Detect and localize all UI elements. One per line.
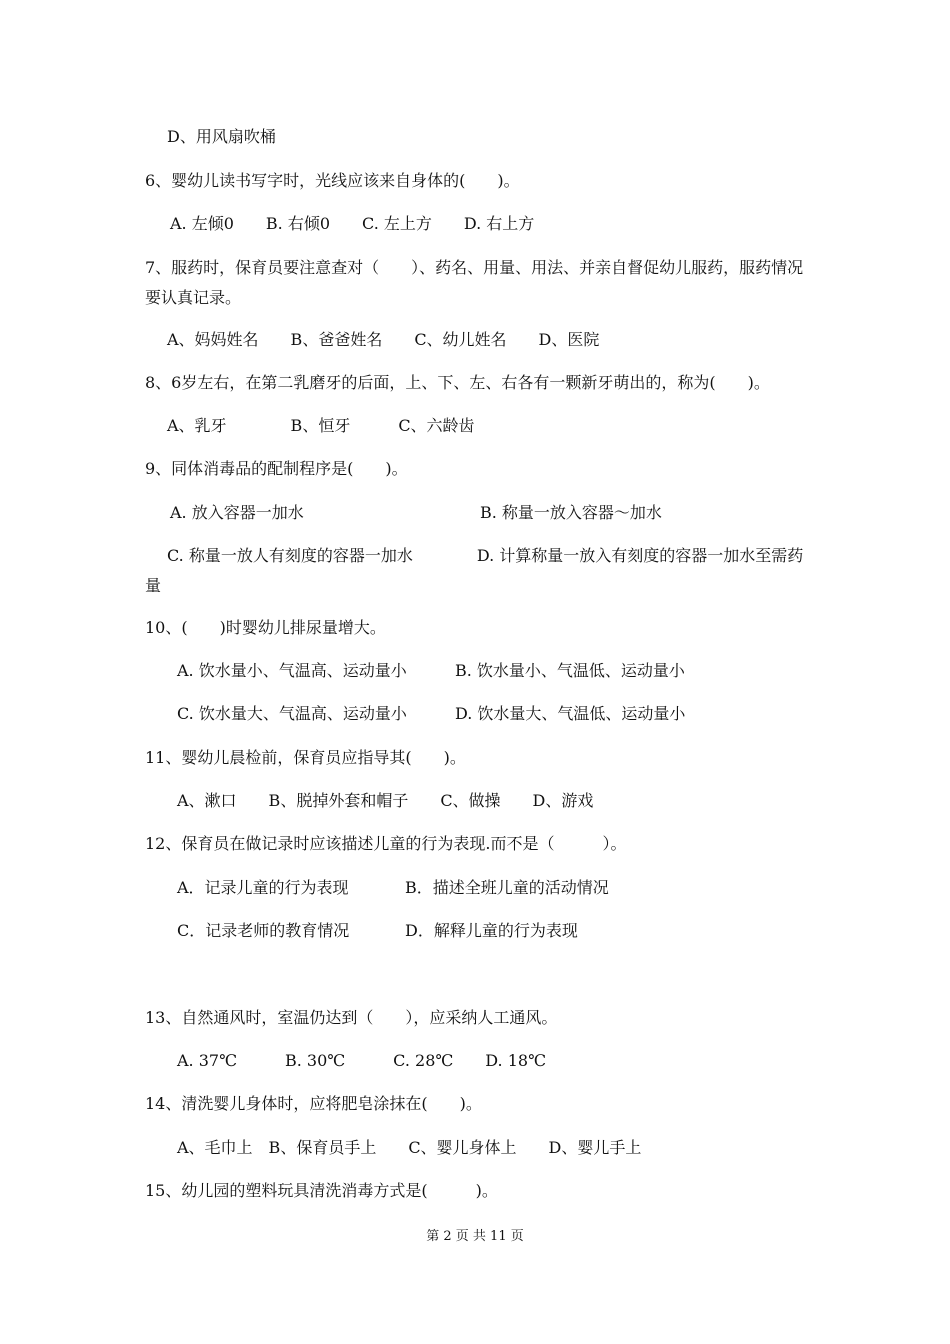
question-10-option-c: C. 饮水量大、气温高、运动量小 bbox=[177, 704, 407, 723]
question-9: 9、同体消毒品的配制程序是( )。 bbox=[145, 459, 408, 478]
q5-option-d: D、用风扇吹桶 bbox=[167, 127, 276, 146]
question-10: 10、( )时婴幼儿排尿量增大。 bbox=[145, 618, 386, 637]
question-10-option-b: B. 饮水量小、气温低、运动量小 bbox=[455, 661, 685, 680]
question-14-options: A、毛巾上 B、保育员手上 C、婴儿身体上 D、婴儿手上 bbox=[177, 1138, 642, 1157]
page-footer: 第 2 页 共 11 页 bbox=[426, 1229, 524, 1244]
question-10-option-a: A. 饮水量小、气温高、运动量小 bbox=[177, 661, 407, 680]
question-12-option-c: C．记录老师的教育情况 bbox=[177, 921, 350, 940]
question-15: 15、幼儿园的塑料玩具清洗消毒方式是( )。 bbox=[145, 1181, 498, 1200]
question-11: 11、婴幼儿晨检前，保育员应指导其( )。 bbox=[145, 748, 466, 767]
question-9-option-b: B. 称量一放入容器～加水 bbox=[480, 503, 662, 522]
question-12-option-d: D．解释儿童的行为表现 bbox=[405, 921, 578, 940]
question-9-option-a: A. 放入容器一加水 bbox=[170, 503, 304, 522]
question-7-options: A、妈妈姓名 B、爸爸姓名 C、幼儿姓名 D、医院 bbox=[167, 330, 600, 349]
question-9-options-cd: C. 称量一放人有刻度的容器一加水 D. 计算称量一放入有刻度的容器一加水至需药量 bbox=[145, 546, 804, 595]
question-8: 8、6岁左右，在第二乳磨牙的后面，上、下、左、右各有一颗新牙萌出的，称为( )。 bbox=[145, 373, 770, 392]
question-12-option-a: A．记录儿童的行为表现 bbox=[177, 878, 349, 897]
question-7: 7、服药时，保育员要注意查对（ ）、药名、用量、用法、并亲自督促幼儿服药，服药情况要认真记录。 bbox=[145, 258, 804, 307]
question-13-options: A. 37℃ B. 30℃ C. 28℃ D. 18℃ bbox=[177, 1051, 546, 1070]
question-6-options: A. 左倾0 B. 右倾0 C. 左上方 D. 右上方 bbox=[170, 214, 535, 233]
question-11-options: A、漱口 B、脱掉外套和帽子 C、做操 D、游戏 bbox=[177, 791, 594, 810]
question-14: 14、清洗婴儿身体时，应将肥皂涂抹在( )。 bbox=[145, 1094, 482, 1113]
question-12-option-b: B．描述全班儿童的活动情况 bbox=[405, 878, 609, 897]
question-10-option-d: D. 饮水量大、气温低、运动量小 bbox=[455, 704, 686, 723]
question-12: 12、保育员在做记录时应该描述儿童的行为表现.而不是（ ）。 bbox=[145, 834, 627, 853]
question-8-options: A、乳牙 B、恒牙 C、六龄齿 bbox=[167, 416, 475, 435]
question-6: 6、婴幼儿读书写字时，光线应该来自身体的( )。 bbox=[145, 171, 520, 190]
question-13: 13、自然通风时，室温仍达到（ ），应采纳人工通风。 bbox=[145, 1008, 558, 1027]
